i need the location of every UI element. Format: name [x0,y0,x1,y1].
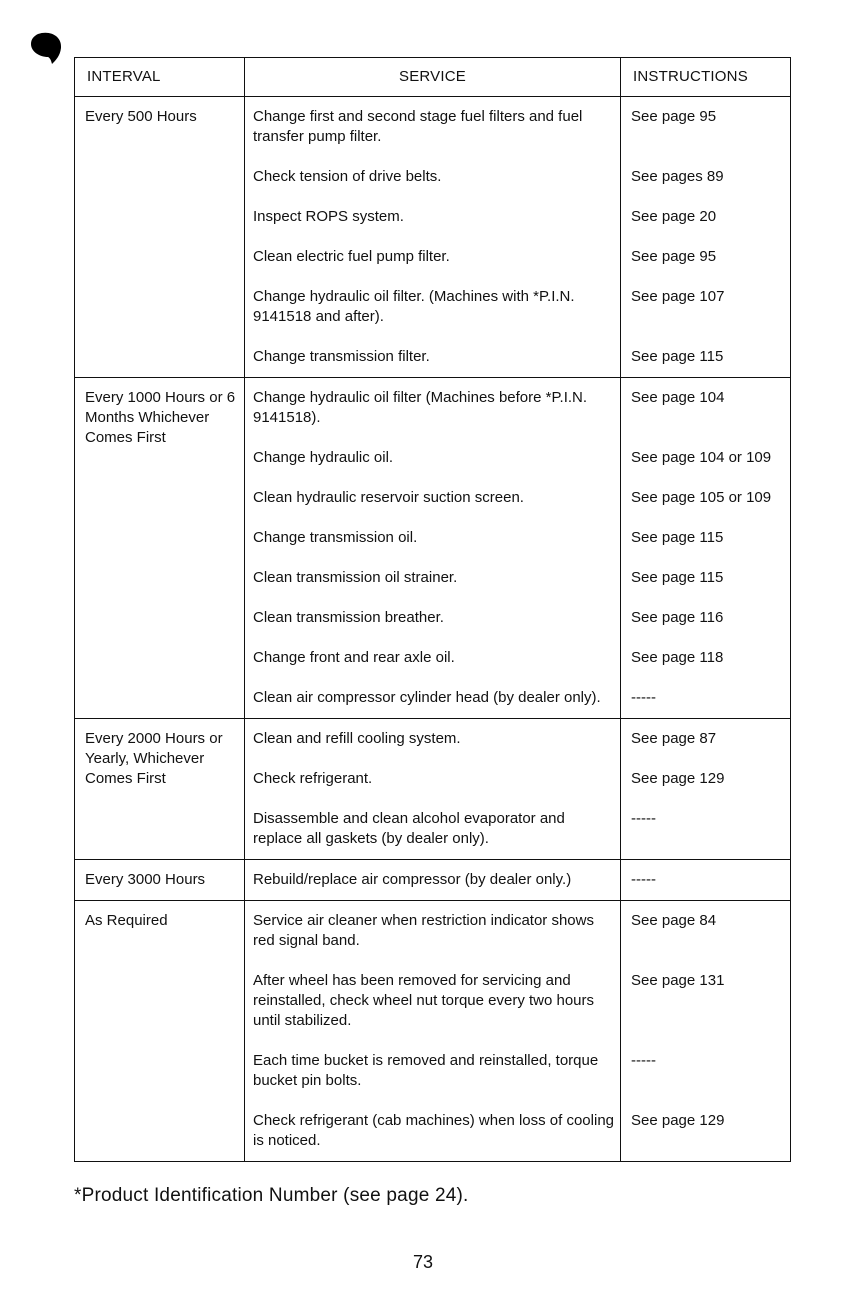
service-cell: Rebuild/replace air compressor (by dealer only.) [245,860,621,901]
maintenance-schedule-table [74,57,791,1162]
service-cell: Change transmission oil. [245,518,621,558]
instructions-cell: See page 84 [621,901,791,962]
service-cell: Clean hydraulic reservoir suction screen. [245,478,621,518]
interval-cell: Every 2000 Hours or Yearly, Whichever Comes First [75,719,245,860]
instructions-cell: See page 118 [621,638,791,678]
service-cell: Clean transmission breather. [245,598,621,638]
instructions-cell: See page 115 [621,518,791,558]
table-row [75,97,791,158]
table-body [75,97,791,1162]
instructions-cell: See page 107 [621,277,791,337]
service-cell: Clean and refill cooling system. [245,719,621,760]
instructions-cell: See page 115 [621,337,791,378]
interval-cell: Every 1000 Hours or 6 Months Whichever Comes First [75,378,245,719]
service-cell: Inspect ROPS system. [245,197,621,237]
instructions-cell: See page 95 [621,97,791,158]
interval-cell: Every 500 Hours [75,97,245,378]
service-cell: Each time bucket is removed and reinstalled, torque bucket pin bolts. [245,1041,621,1101]
table-row [75,901,791,962]
service-cell: Service air cleaner when restriction indicator shows red signal band. [245,901,621,962]
instructions-cell: See page 104 [621,378,791,439]
service-cell: Change transmission filter. [245,337,621,378]
table-header-row [75,58,791,97]
service-cell: Check refrigerant (cab machines) when loss of cooling is noticed. [245,1101,621,1162]
instructions-cell: See page 95 [621,237,791,277]
service-cell: Change first and second stage fuel filters and fuel transfer pump filter. [245,97,621,158]
header-service: SERVICE [245,58,621,97]
instructions-cell: ----- [621,799,791,860]
table-row [75,378,791,439]
table-row [75,719,791,760]
service-cell: Clean electric fuel pump filter. [245,237,621,277]
instructions-cell: See page 131 [621,961,791,1041]
instructions-cell: See page 116 [621,598,791,638]
instructions-cell: ----- [621,1041,791,1101]
instructions-cell: See page 115 [621,558,791,598]
service-cell: Check tension of drive belts. [245,157,621,197]
service-cell: Change hydraulic oil filter (Machines before *P.I.N. 9141518). [245,378,621,439]
service-cell: Change hydraulic oil. [245,438,621,478]
service-cell: After wheel has been removed for servicing and reinstalled, check wheel nut torque every two hours until stabilized. [245,961,621,1041]
instructions-cell: ----- [621,860,791,901]
interval-cell: As Required [75,901,245,1162]
footnote: *Product Identification Number (see page 24). [74,1185,469,1206]
header-interval: INTERVAL [75,58,245,97]
service-cell: Disassemble and clean alcohol evaporator and replace all gaskets (by dealer only). [245,799,621,860]
instructions-cell: See page 129 [621,759,791,799]
table-row [75,860,791,901]
interval-cell: Every 3000 Hours [75,860,245,901]
instructions-cell: See page 104 or 109 [621,438,791,478]
instructions-cell: See page 87 [621,719,791,760]
instructions-cell: See page 105 or 109 [621,478,791,518]
ink-blot-mark [28,30,64,66]
instructions-cell: See page 129 [621,1101,791,1162]
page-number: 73 [412,1252,434,1272]
instructions-cell: See pages 89 [621,157,791,197]
service-cell: Change front and rear axle oil. [245,638,621,678]
instructions-cell: See page 20 [621,197,791,237]
service-cell: Clean air compressor cylinder head (by dealer only). [245,678,621,719]
instructions-cell: ----- [621,678,791,719]
header-instructions: INSTRUCTIONS [621,58,791,97]
service-cell: Clean transmission oil strainer. [245,558,621,598]
service-cell: Check refrigerant. [245,759,621,799]
service-cell: Change hydraulic oil filter. (Machines with *P.I.N. 9141518 and after). [245,277,621,337]
